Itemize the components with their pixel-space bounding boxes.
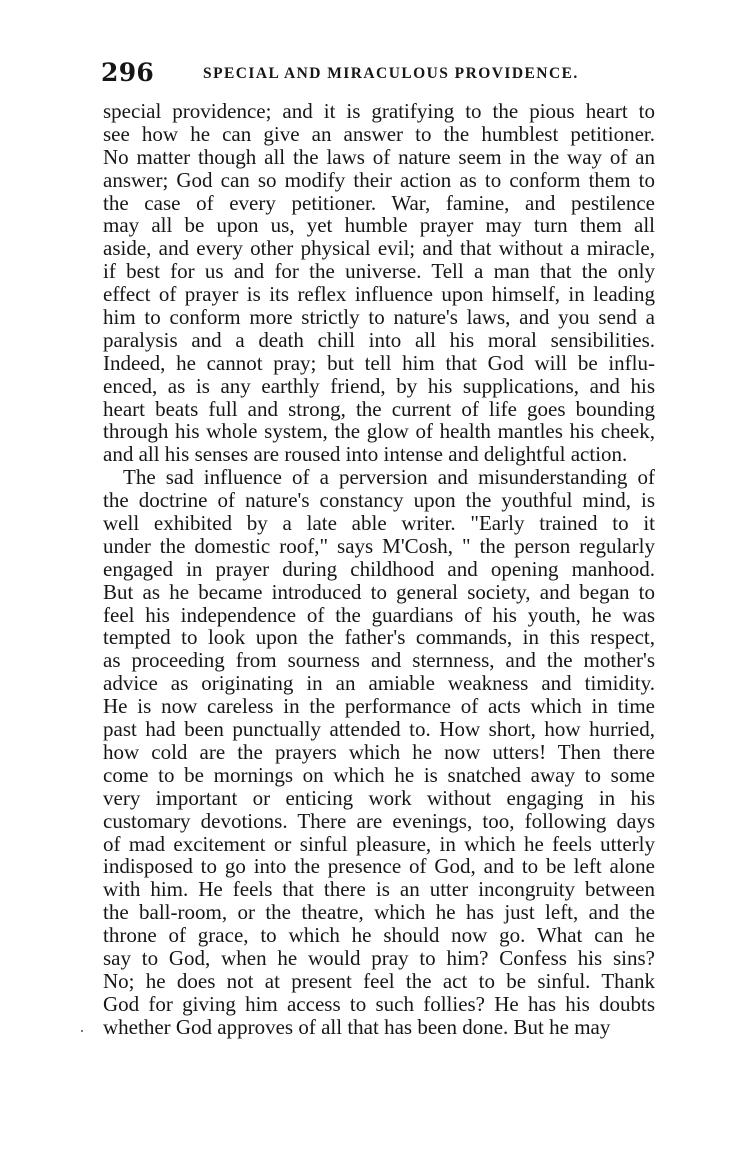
text-line: No; he does not at present feel the act to be sinful. Thank xyxy=(103,968,655,993)
text-line: God for giving him access to such follies? He has his doubts xyxy=(103,991,655,1016)
text-line: effect of prayer is its reflex influence upon himself, in leading xyxy=(103,282,655,307)
text-line: very important or enticing work without engaging in his xyxy=(103,785,655,810)
text-line: under the domestic roof," says M'Cosh, " the person regularly xyxy=(103,533,655,558)
text-line: say to God, when he would pray to him? Confess his sins? xyxy=(103,945,655,970)
text-line: paralysis and a death chill into all his moral sensibilities. xyxy=(103,327,655,352)
text-line: and all his senses are roused into intense and delightful action. xyxy=(103,442,628,467)
text-line: advice as originating in an amiable weakness and timidity. xyxy=(103,671,655,696)
text-line: the case of every petitioner. War, famine, and pestilence xyxy=(103,190,655,215)
text-line: The sad influence of a perversion and misunderstanding of xyxy=(123,465,655,490)
text-line: the ball-room, or the theatre, which he has just left, and the xyxy=(103,900,655,925)
text-line: him to conform more strictly to nature's laws, and you send a xyxy=(103,305,655,330)
text-line: engaged in prayer during childhood and opening manhood. xyxy=(103,556,655,581)
text-line: well exhibited by a late able writer. "Early trained to it xyxy=(103,511,655,536)
running-head: SPECIAL AND MIRACULOUS PROVIDENCE. xyxy=(203,65,579,82)
text-line: throne of grace, to which he should now go. What can he xyxy=(103,923,655,948)
text-line: of mad excitement or sinful pleasure, in which he feels utterly xyxy=(103,831,655,856)
text-line: how cold are the prayers which he now utters! Then there xyxy=(103,739,655,764)
text-line: whether God approves of all that has been done. But he may xyxy=(103,1016,655,1039)
text-line: tempted to look upon the father's commands, in this respect, xyxy=(103,625,655,650)
text-line: with him. He feels that there is an utter incongruity between xyxy=(103,877,655,902)
paragraph-1 xyxy=(103,100,655,466)
text-line: No matter though all the laws of nature seem in the way of an xyxy=(103,144,655,169)
text-line: customary devotions. There are evenings, too, following days xyxy=(103,808,655,833)
paragraph-2 xyxy=(103,466,655,1038)
text-line: aside, and every other physical evil; and that without a miracle, xyxy=(103,236,655,261)
text-line: if best for us and for the universe. Tell a man that the only xyxy=(103,259,655,284)
page-number: 296 xyxy=(101,58,155,87)
text-line: as proceeding from sourness and sternness, and the mother's xyxy=(103,648,655,673)
page-header xyxy=(100,58,655,88)
text-line: enced, as is any earthly friend, by his supplications, and his xyxy=(103,373,655,398)
text-line: feel his independence of the guardians of his youth, he was xyxy=(103,602,655,627)
text-line: He is now careless in the performance of acts which in time xyxy=(103,694,655,719)
text-line: may all be upon us, yet humble prayer may turn them all xyxy=(103,213,655,238)
text-line: Indeed, he cannot pray; but tell him that God will be influ- xyxy=(103,350,655,375)
text-line: But as he became introduced to general society, and began to xyxy=(103,579,655,604)
text-line: the doctrine of nature's constancy upon the youthful mind, is xyxy=(103,488,655,513)
text-line: come to be mornings on which he is snatched away to some xyxy=(103,762,655,787)
text-line: through his whole system, the glow of health mantles his cheek, xyxy=(103,419,655,444)
body-text xyxy=(103,100,655,1039)
text-line: indisposed to go into the presence of God, and to be left alone xyxy=(103,854,655,879)
text-line: heart beats full and strong, the current of life goes bounding xyxy=(103,396,655,421)
text-line: see how he can give an answer to the humblest petitioner. xyxy=(103,121,655,146)
text-line: past had been punctually attended to. How short, how hurried, xyxy=(103,717,655,742)
text-line: special providence; and it is gratifying to the pious heart to xyxy=(103,99,655,123)
text-line: answer; God can so modify their action as to conform them to xyxy=(103,167,655,192)
